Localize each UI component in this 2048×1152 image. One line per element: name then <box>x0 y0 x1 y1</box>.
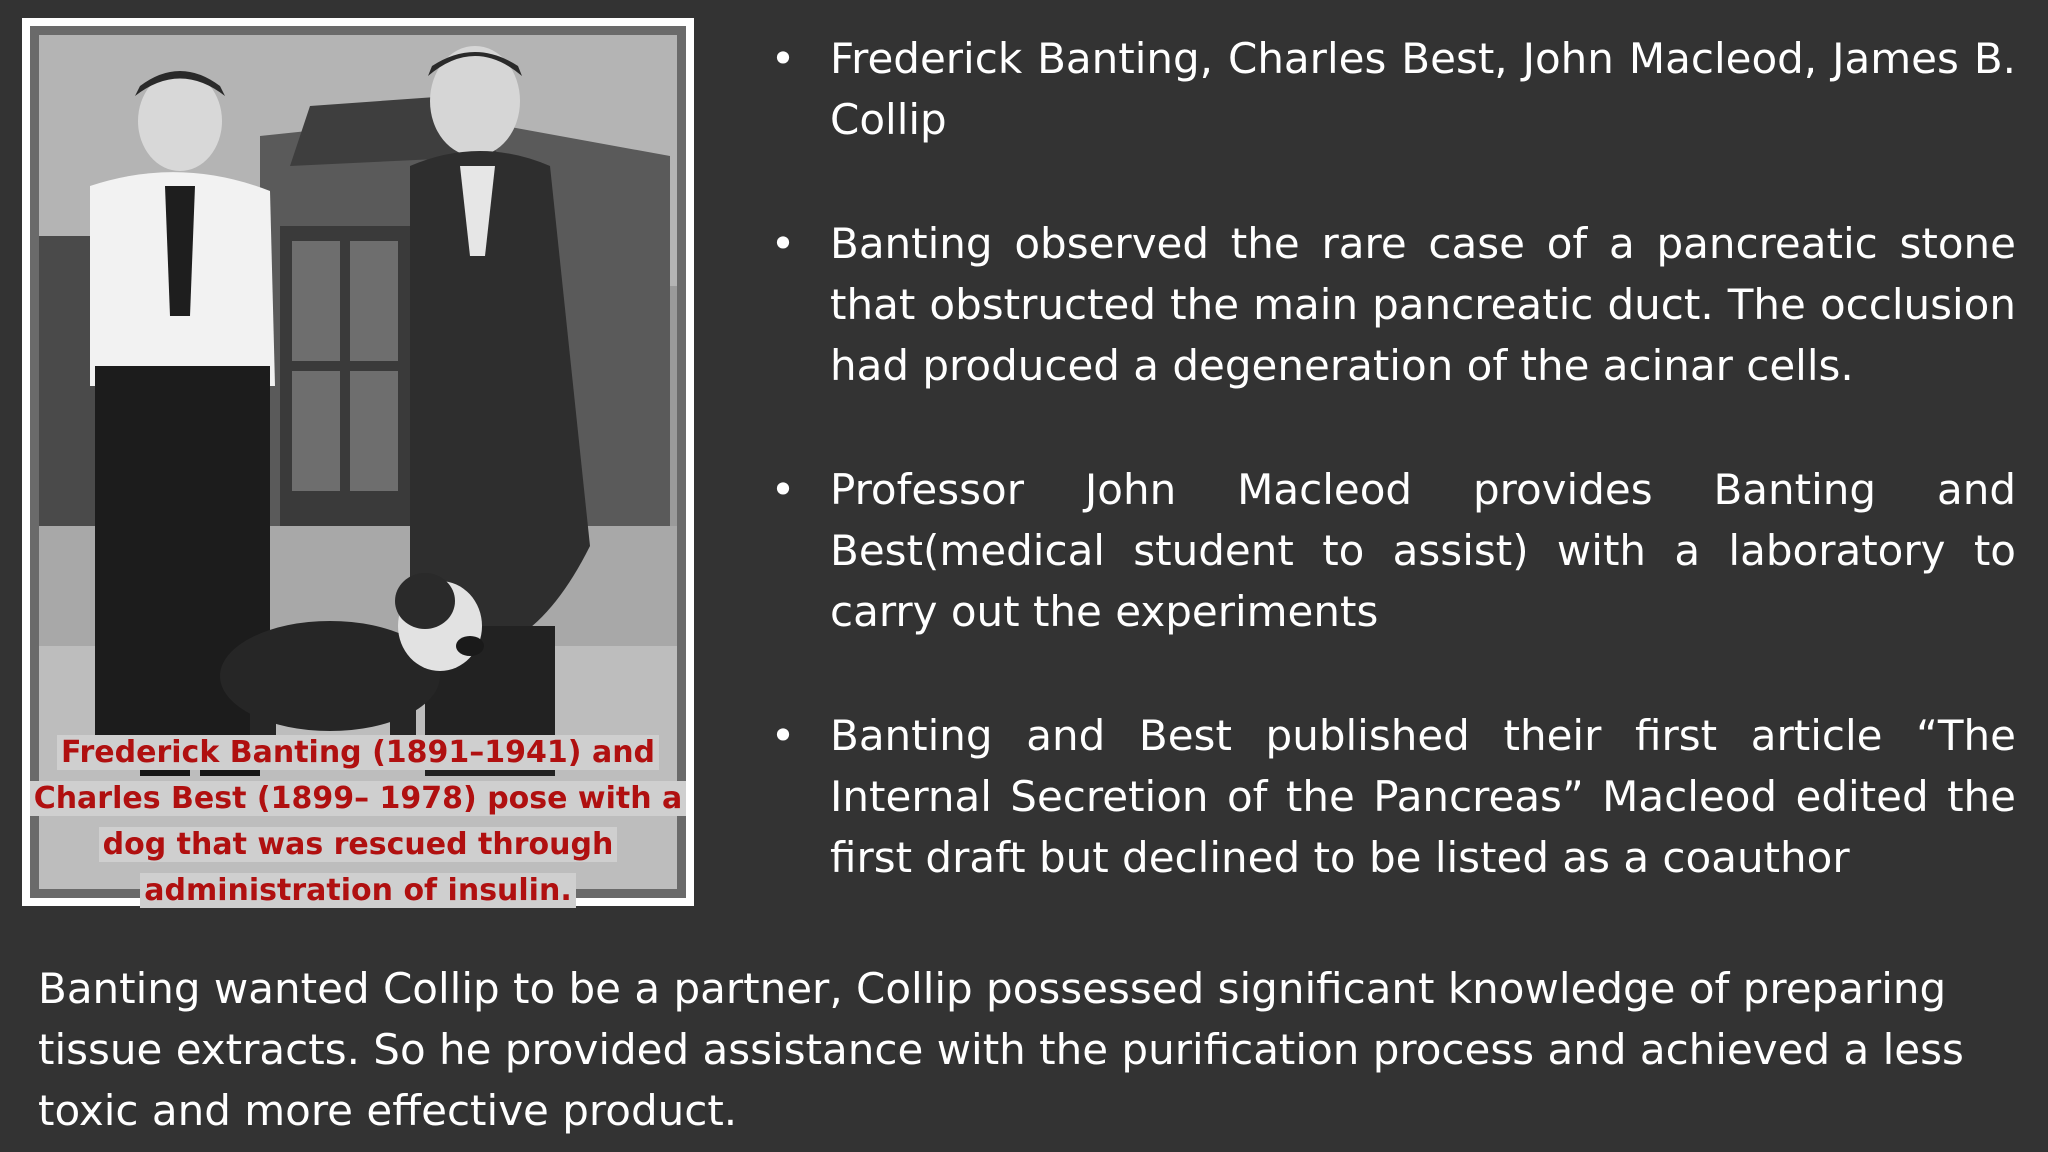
bullet-list <box>768 28 2016 882</box>
bullet-item-2 <box>768 213 2016 396</box>
bullet-item-4 <box>768 705 2016 888</box>
bullet-text-3: Professor John Macleod provides Banting and Best(medical student to assist) with a laboratory to carry out the experiments <box>830 465 2016 636</box>
bullet-text-2: Banting observed the rare case of a pancreatic stone that obstructed the main pancreatic duct. The occlusion had produced a degeneration of the acinar cells. <box>830 219 2016 390</box>
photo-caption <box>22 730 694 914</box>
bullet-marker: • <box>770 465 796 514</box>
bullet-item-3 <box>768 459 2016 642</box>
bullet-text-4: Banting and Best published their first article “The Internal Secretion of the Pancreas” Macleod edited the first draft but declined to be listed as a coauthor <box>830 711 2016 882</box>
summary-paragraph: Banting wanted Collip to be a partner, Collip possessed significant knowledge of preparing tissue extracts. So he provided assistance with the purification process and achieved a less toxic and more effective product. <box>38 964 1964 1135</box>
bullet-marker: • <box>770 219 796 268</box>
bullet-item-1 <box>768 28 2016 150</box>
bullet-marker: • <box>770 711 796 760</box>
bullet-text-1: Frederick Banting, Charles Best, John Macleod, James B. Collip <box>830 34 2016 144</box>
bullet-marker: • <box>770 34 796 83</box>
photo-caption-text: Frederick Banting (1891–1941) and Charles Best (1899– 1978) pose with a dog that was rescued through administration of insulin. <box>30 735 687 908</box>
